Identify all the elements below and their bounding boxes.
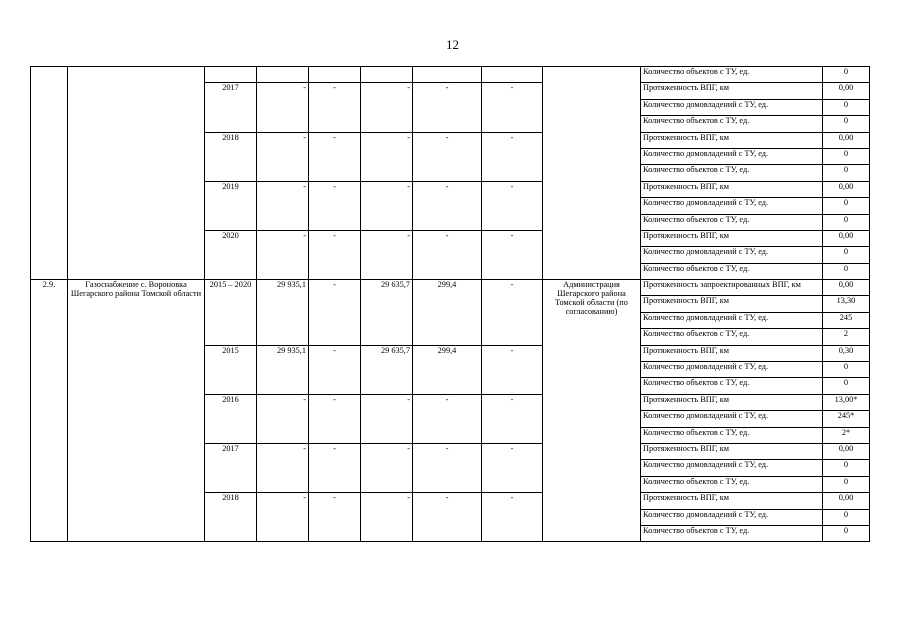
indicator-value: 0 xyxy=(823,148,870,164)
indicator-name: Количество домовладений с ТУ, ед. xyxy=(641,362,823,378)
local-cell: 299,4 xyxy=(413,345,482,394)
program-table xyxy=(30,66,870,542)
indicator-value: 0 xyxy=(823,378,870,394)
other-cell: - xyxy=(482,230,543,279)
indicator-value: 245 xyxy=(823,312,870,328)
table-body xyxy=(31,67,870,542)
table-row xyxy=(31,67,870,83)
regional-cell: 29 635,7 xyxy=(361,345,413,394)
indicator-value: 0,00 xyxy=(823,443,870,459)
indicator-value: 0,00 xyxy=(823,230,870,246)
other-cell: - xyxy=(482,181,543,230)
indicator-name: Количество объектов с ТУ, ед. xyxy=(641,525,823,541)
indicator-name: Количество домовладений с ТУ, ед. xyxy=(641,509,823,525)
indicator-name: Протяженность ВПГ, км xyxy=(641,443,823,459)
indicator-value: 0 xyxy=(823,362,870,378)
indicator-name: Протяженность ВПГ, км xyxy=(641,394,823,410)
regional-cell: - xyxy=(361,132,413,181)
other-cell: - xyxy=(482,493,543,542)
total-cell: 29 935,1 xyxy=(257,280,309,346)
indicator-value: 0,00 xyxy=(823,132,870,148)
total-cell: - xyxy=(257,83,309,132)
year-cell: 2018 xyxy=(205,132,257,181)
indicator-name: Количество объектов с ТУ, ед. xyxy=(641,427,823,443)
other-cell xyxy=(482,67,543,83)
indicator-name: Протяженность ВПГ, км xyxy=(641,181,823,197)
indicator-name: Протяженность ВПГ, км xyxy=(641,345,823,361)
regional-cell: - xyxy=(361,394,413,443)
total-cell: - xyxy=(257,394,309,443)
indicator-value: 0 xyxy=(823,165,870,181)
table-row xyxy=(31,280,870,296)
indicator-value: 0 xyxy=(823,476,870,492)
indicator-name: Количество домовладений с ТУ, ед. xyxy=(641,411,823,427)
indicator-name: Количество домовладений с ТУ, ед. xyxy=(641,198,823,214)
indicator-value: 0 xyxy=(823,525,870,541)
indicator-name: Протяженность ВПГ, км xyxy=(641,132,823,148)
federal-cell: - xyxy=(309,394,361,443)
other-cell: - xyxy=(482,132,543,181)
year-cell: 2017 xyxy=(205,443,257,492)
regional-cell: - xyxy=(361,181,413,230)
year-cell: 2015 – 2020 xyxy=(205,280,257,346)
indicator-name: Количество объектов с ТУ, ед. xyxy=(641,476,823,492)
indicator-value: 0,00 xyxy=(823,83,870,99)
year-cell: 2017 xyxy=(205,83,257,132)
year-cell xyxy=(205,67,257,83)
other-cell: - xyxy=(482,83,543,132)
indicator-name: Количество объектов с ТУ, ед. xyxy=(641,67,823,83)
regional-cell: 29 635,7 xyxy=(361,280,413,346)
year-cell: 2015 xyxy=(205,345,257,394)
federal-cell: - xyxy=(309,345,361,394)
indicator-name: Количество объектов с ТУ, ед. xyxy=(641,329,823,345)
regional-cell: - xyxy=(361,230,413,279)
regional-cell: - xyxy=(361,83,413,132)
indicator-value: 13,00* xyxy=(823,394,870,410)
year-cell: 2018 xyxy=(205,493,257,542)
federal-cell: - xyxy=(309,443,361,492)
total-cell: - xyxy=(257,230,309,279)
name-cell xyxy=(68,67,205,280)
regional-cell xyxy=(361,67,413,83)
item-name: Газоснабжение с. Вороновка Шегарского района Томской области xyxy=(68,280,205,542)
indicator-value: 0 xyxy=(823,460,870,476)
regional-cell: - xyxy=(361,493,413,542)
indicator-value: 245* xyxy=(823,411,870,427)
total-cell: 29 935,1 xyxy=(257,345,309,394)
federal-cell: - xyxy=(309,493,361,542)
indicator-value: 0 xyxy=(823,116,870,132)
indicator-value: 0 xyxy=(823,198,870,214)
indicator-value: 2 xyxy=(823,329,870,345)
local-cell: - xyxy=(413,493,482,542)
indicator-value: 0,00 xyxy=(823,493,870,509)
indicator-name: Протяженность ВПГ, км xyxy=(641,230,823,246)
local-cell: - xyxy=(413,443,482,492)
indicator-name: Количество объектов с ТУ, ед. xyxy=(641,116,823,132)
other-cell: - xyxy=(482,394,543,443)
local-cell: - xyxy=(413,181,482,230)
page-number: 12 xyxy=(446,37,459,52)
federal-cell: - xyxy=(309,132,361,181)
federal-cell: - xyxy=(309,181,361,230)
indicator-value: 0 xyxy=(823,247,870,263)
year-cell: 2016 xyxy=(205,394,257,443)
other-cell: - xyxy=(482,280,543,346)
federal-cell: - xyxy=(309,280,361,346)
indicator-value: 0,30 xyxy=(823,345,870,361)
executor-cell: Администрация Шегарского района Томской области (по согласованию) xyxy=(543,280,641,542)
local-cell: - xyxy=(413,394,482,443)
federal-cell: - xyxy=(309,230,361,279)
year-cell: 2019 xyxy=(205,181,257,230)
indicator-value: 0,00 xyxy=(823,181,870,197)
indicator-name: Количество домовладений с ТУ, ед. xyxy=(641,148,823,164)
year-cell: 2020 xyxy=(205,230,257,279)
total-cell: - xyxy=(257,493,309,542)
local-cell: - xyxy=(413,83,482,132)
regional-cell: - xyxy=(361,443,413,492)
indicator-name: Количество объектов с ТУ, ед. xyxy=(641,378,823,394)
other-cell: - xyxy=(482,345,543,394)
indicator-name: Протяженность ВПГ, км xyxy=(641,296,823,312)
total-cell: - xyxy=(257,181,309,230)
indicator-name: Протяженность ВПГ, км xyxy=(641,493,823,509)
indicator-value: 0 xyxy=(823,67,870,83)
local-cell: 299,4 xyxy=(413,280,482,346)
federal-cell xyxy=(309,67,361,83)
indicator-value: 0 xyxy=(823,214,870,230)
item-number: 2.9. xyxy=(31,280,68,542)
indicator-name: Протяженность запроектированных ВПГ, км xyxy=(641,280,823,296)
local-cell xyxy=(413,67,482,83)
federal-cell: - xyxy=(309,83,361,132)
local-cell: - xyxy=(413,132,482,181)
indicator-value: 0 xyxy=(823,263,870,279)
indicator-name: Количество объектов с ТУ, ед. xyxy=(641,214,823,230)
indicator-name: Протяженность ВПГ, км xyxy=(641,83,823,99)
executor-cell xyxy=(543,67,641,280)
indicator-name: Количество домовладений с ТУ, ед. xyxy=(641,460,823,476)
indicator-name: Количество домовладений с ТУ, ед. xyxy=(641,312,823,328)
indicator-value: 0 xyxy=(823,509,870,525)
total-cell: - xyxy=(257,132,309,181)
indicator-value: 0,00 xyxy=(823,280,870,296)
indicator-value: 13,30 xyxy=(823,296,870,312)
total-cell xyxy=(257,67,309,83)
indicator-name: Количество домовладений с ТУ, ед. xyxy=(641,247,823,263)
local-cell: - xyxy=(413,230,482,279)
indicator-value: 2* xyxy=(823,427,870,443)
indicator-name: Количество объектов с ТУ, ед. xyxy=(641,165,823,181)
indicator-name: Количество объектов с ТУ, ед. xyxy=(641,263,823,279)
total-cell: - xyxy=(257,443,309,492)
number-cell xyxy=(31,67,68,280)
other-cell: - xyxy=(482,443,543,492)
indicator-value: 0 xyxy=(823,99,870,115)
indicator-name: Количество домовладений с ТУ, ед. xyxy=(641,99,823,115)
